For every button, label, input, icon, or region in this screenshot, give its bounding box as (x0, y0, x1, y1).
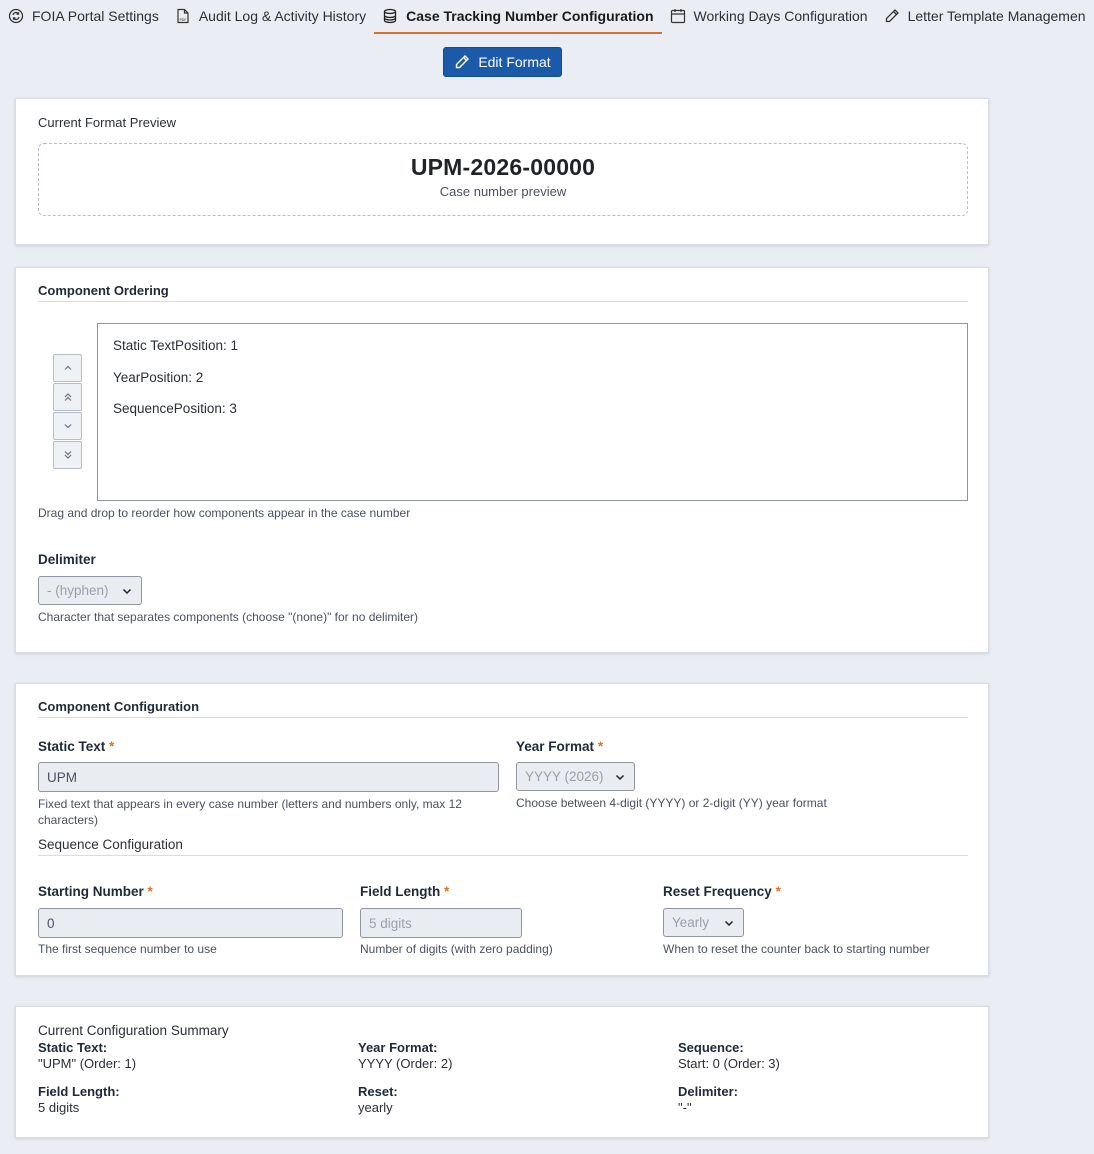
summary-title: Current Configuration Summary (38, 1023, 229, 1038)
move-bottom-button[interactable] (53, 441, 82, 469)
field-length-help: Number of digits (with zero padding) (360, 942, 553, 956)
summary-delimiter-label: Delimiter: (678, 1084, 738, 1099)
preview-caption: Case number preview (439, 184, 567, 199)
summary-sequence-value: Start: 0 (Order: 3) (678, 1056, 780, 1071)
tab-label: Case Tracking Number Configuration (406, 8, 654, 24)
required-mark: * (775, 884, 781, 899)
calendar-icon (670, 8, 686, 24)
field-length-value: 5 digits (369, 915, 412, 931)
section-title-configuration: Component Configuration (38, 699, 968, 718)
tab-case-tracking-number[interactable] (374, 0, 661, 34)
static-text-value: UPM (47, 769, 77, 785)
reset-frequency-label: Reset Frequency * (663, 884, 781, 899)
field-length-input[interactable] (360, 908, 522, 938)
chevron-up-icon (62, 362, 74, 374)
summary-reset (358, 1084, 398, 1115)
double-chevron-down-icon (62, 449, 74, 461)
edit-format-label: Edit Format (478, 54, 551, 70)
component-order-list[interactable] (97, 323, 968, 501)
tab-label: FOIA Portal Settings (32, 8, 159, 24)
summary-reset-label: Reset: (358, 1084, 398, 1099)
starting-number-label: Starting Number * (38, 884, 153, 899)
summary-field-length (38, 1084, 120, 1115)
reset-frequency-value: Yearly (672, 915, 710, 930)
summary-year-format-value: YYYY (Order: 2) (358, 1056, 453, 1071)
list-item[interactable]: YearPosition: 2 (113, 369, 204, 385)
required-mark: * (597, 739, 604, 754)
component-ordering-card (15, 267, 989, 653)
static-text-input[interactable] (38, 762, 499, 792)
tab-label: Letter Template Managemen (907, 8, 1086, 24)
component-configuration-card (15, 683, 989, 976)
summary-reset-value: yearly (358, 1100, 393, 1115)
starting-number-input[interactable] (38, 908, 343, 938)
move-down-button[interactable] (53, 412, 82, 440)
pencil-icon (454, 54, 470, 70)
required-mark: * (444, 884, 450, 899)
year-format-select[interactable] (516, 762, 635, 791)
chevron-down-icon (723, 917, 735, 929)
preview-heading: Current Format Preview (38, 115, 176, 130)
chevron-down-icon (614, 771, 626, 783)
edit-format-button[interactable] (443, 47, 562, 77)
chevron-down-icon (121, 585, 133, 597)
sync-icon (8, 8, 24, 24)
pencil-icon (884, 8, 900, 24)
double-chevron-up-icon (62, 391, 74, 403)
chevron-down-icon (62, 420, 74, 432)
reorder-controls (53, 354, 82, 470)
list-item[interactable]: SequencePosition: 3 (113, 401, 237, 416)
reset-frequency-help: When to reset the counter back to starting number (663, 942, 930, 956)
pdf-file-icon (175, 8, 191, 24)
static-text-label: Static Text * (38, 739, 115, 754)
required-mark: * (147, 884, 153, 899)
move-top-button[interactable] (53, 383, 82, 411)
summary-delimiter (678, 1084, 738, 1115)
case-number-preview: UPM-2026-00000 (410, 154, 596, 180)
delimiter-label: Delimiter (38, 552, 96, 567)
tab-label: Working Days Configuration (693, 8, 868, 24)
tab-foia-portal-settings[interactable] (0, 0, 167, 34)
summary-field-length-label: Field Length: (38, 1084, 120, 1099)
settings-tabs (0, 0, 1086, 34)
summary-year-format (358, 1040, 452, 1071)
svg-text:PDF: PDF (179, 18, 187, 22)
delimiter-select[interactable] (38, 576, 142, 605)
tab-label: Audit Log & Activity History (198, 8, 367, 24)
starting-number-value: 0 (47, 915, 55, 931)
summary-static-text-value: "UPM" (Order: 1) (38, 1056, 137, 1071)
summary-sequence-label: Sequence: (678, 1040, 744, 1055)
summary-field-length-value: 5 digits (38, 1100, 80, 1115)
list-item[interactable]: Static TextPosition: 1 (113, 338, 239, 353)
ordering-help: Drag and drop to reorder how components appear in the case number (38, 506, 411, 520)
year-format-label: Year Format * (516, 739, 604, 754)
sequence-configuration-title: Sequence Configuration (38, 837, 968, 856)
summary-static-text-label: Static Text: (38, 1040, 108, 1055)
year-format-help: Choose between 4-digit (YYYY) or 2-digit (YY) year format (516, 796, 827, 810)
format-preview-card (15, 98, 989, 245)
summary-sequence (678, 1040, 780, 1071)
summary-static-text (38, 1040, 136, 1071)
starting-number-help: The first sequence number to use (38, 942, 217, 956)
field-length-label: Field Length * (360, 884, 450, 899)
preview-box (38, 143, 968, 216)
tab-audit-log[interactable] (167, 0, 374, 34)
database-icon (382, 8, 398, 24)
delimiter-value: - (hyphen) (47, 583, 109, 598)
required-mark: * (109, 739, 115, 754)
reset-frequency-select[interactable] (663, 908, 744, 937)
summary-year-format-label: Year Format: (358, 1040, 438, 1055)
delimiter-help: Character that separates components (choose "(none)" for no delimiter) (38, 610, 419, 624)
section-title-ordering: Component Ordering (38, 283, 968, 302)
tab-working-days[interactable] (662, 0, 876, 34)
tab-letter-template[interactable] (876, 0, 1094, 34)
year-format-value: YYYY (2026) (525, 769, 604, 784)
static-text-help: Fixed text that appears in every case number (letters and numbers only, max 12 characters) (38, 797, 462, 827)
configuration-summary-card (15, 1006, 989, 1138)
summary-delimiter-value: "-" (678, 1100, 692, 1115)
move-up-button[interactable] (53, 354, 82, 382)
